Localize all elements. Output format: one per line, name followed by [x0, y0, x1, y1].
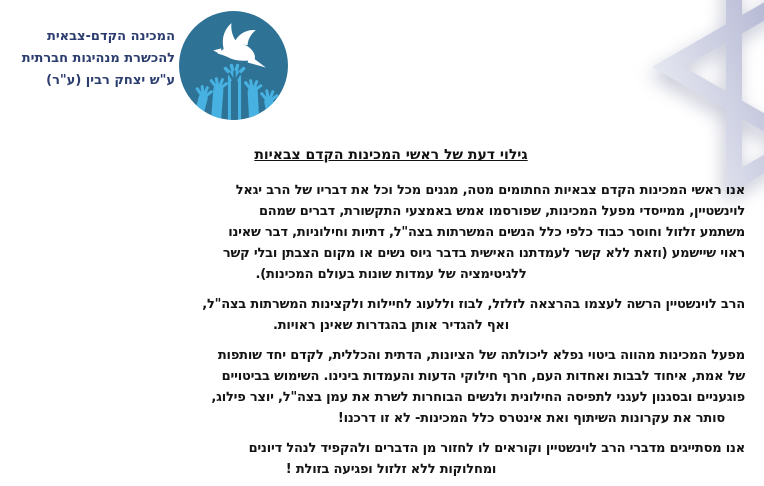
org-name-line: להכשרת מנהיגות חברתית: [21, 51, 175, 66]
org-name-line: ע"ש יצחק רבין (ע"ר): [46, 73, 175, 88]
document-body: [37, 144, 745, 480]
text-line: מפעל המכינות מהווה ביטוי נפלא ליכולתה של הציונות, הדתית והכללית, לקדם יחד שותפות: [217, 348, 745, 363]
text-line: סותר את עקרונות השיתוף ואת אינטרס כלל המכינות- לא זו דרכנו!: [337, 411, 725, 426]
paragraph-4: [37, 438, 745, 480]
org-name-line: המכינה הקדם-צבאית: [46, 29, 175, 44]
text-line: לוינשטיין, ממייסדי מפעל המכינות, שפורסמו אמש באמצעי התקשורת, דברים שמהם: [258, 204, 745, 219]
text-line: פוגעניים ובסגנון לעגני לתפיסה החילונית ולנשים הבוחרות לשרת את עמן בצה"ל, יוצר פילוג,: [211, 390, 745, 405]
text-line: ראוי שיישמע (וזאת ללא קשר לעמדתנו האישית בדבר גיוס נשים או מקום הצבתן ובלי קשר: [222, 246, 745, 261]
text-line: ומחלוקות ללא זלזול ופגיעה בזולת !: [285, 462, 497, 477]
paragraph-2: [37, 294, 745, 336]
text-line: משתמע זלזול וחוסר כבוד כלפי כלל הנשים המשרתות בצה"ל, דתיות וחילוניות, דבר שאינו: [228, 225, 745, 240]
text-line: אנו ראשי המכינות הקדם צבאיות החתומים מטה, מגנים מכל וכל את דבריו של הרב יגאל: [235, 183, 745, 198]
paragraph-3: [37, 345, 745, 429]
text-line: הרב לוינשטיין הרשה לעצמו בהרצאה לזלזל, לבוז וללעוג לחיילות ולקצינות המשרתות בצה"ל,: [202, 297, 745, 312]
text-line: ואף להגדיר אותן בהגדרות שאינן ראויות.: [273, 318, 509, 333]
text-line: של אמת, איחוד לבבות ואחדות העם, חרף חילוקי הדעות והעמדות בינינו. השימוש בביטויים: [221, 369, 745, 384]
paragraph-1: [37, 180, 745, 285]
text-line: אנו מסתייגים מדברי הרב לוינשטיין וקוראים לו לחזור מן הדברים ולהקפיד לנהל דיונים: [248, 441, 745, 456]
text-line: ללגיטימציה של עמדות שונות בעולם המכינות).: [255, 267, 527, 282]
dove-over-hands-icon: [177, 9, 290, 122]
org-name: [22, 26, 175, 92]
page-title: גילוי דעת של ראשי המכינות הקדם צבאיות: [254, 147, 528, 163]
